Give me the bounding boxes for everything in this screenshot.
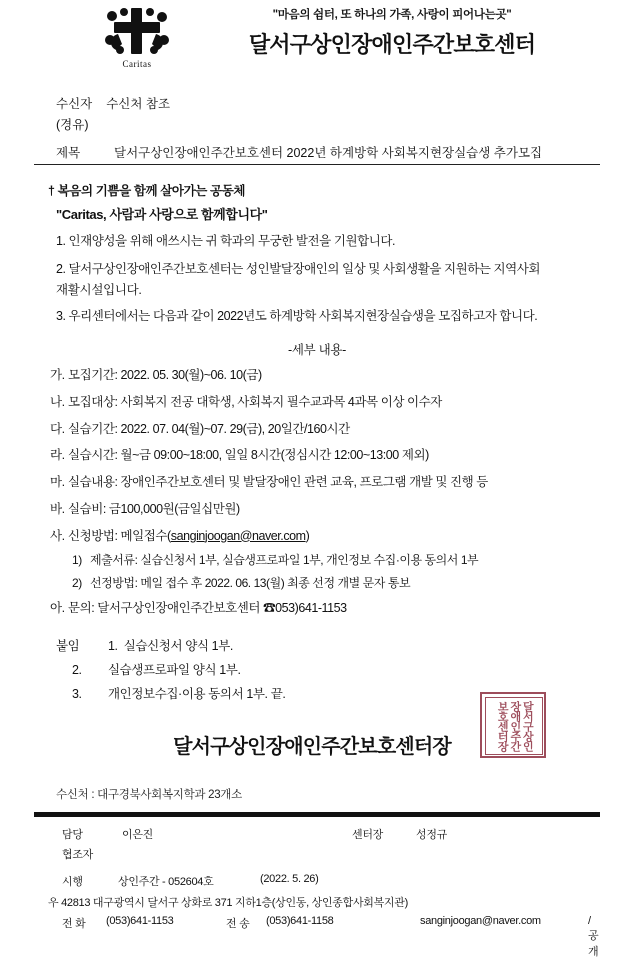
attachment-item-2-text: 실습생프로파일 양식 1부. [108,663,241,678]
seal-text-left: 보호센터장 [496,701,509,752]
detail-text: 모집기간: 2022. 05. 30(월)~06. 10(금) [68,368,262,383]
detail-text: 실습기간: 2022. 07. 04(월)~07. 29(금), 20일간/160시간 [68,421,350,436]
detail-item-inquiry [34,599,600,618]
head-name: 성정규 [416,829,447,842]
header-text-block [184,6,600,59]
fax-label: 전 송 [226,918,250,931]
detail-marker: 사. [50,528,65,543]
head-label: 센터장 [352,829,383,842]
recipient-line [34,94,600,112]
organization-title: 달서구상인장애인주간보호센터 [248,32,536,57]
document-header [34,0,600,78]
subject-value: 달서구상인장애인주간보호센터 2022년 하계방학 사회복지현장실습생 추가모집 [114,146,543,160]
execution-date: (2022. 5. 26) [260,873,319,886]
fax-value: (053)641-1158 [266,915,334,928]
detail-marker: 다. [50,421,65,436]
intro-item-1: 1. 인재양성을 위해 애쓰시는 귀 학과의 무궁한 발전을 기원합니다. [56,234,395,248]
subitem-marker: 1) [72,553,82,568]
disclosure-label: / 공개 [588,915,599,959]
attachment-item-2-marker: 2. [72,663,82,678]
detail-item-practice-hours [34,446,600,465]
cooperator-label: 협조자 [62,849,93,862]
detail-text: 모집대상: 사회복지 전공 대학생, 사회복지 필수교과목 4과목 이상 이수자 [68,394,442,409]
execution-doc-number: 상인주간 - 052604호 [118,876,214,889]
detail-subitem-selection [34,574,600,591]
attachment-item-3-text: 개인정보수집·이용 동의서 1부. 끝. [108,687,286,702]
intro-item-2-cont: 재활시설입니다. [56,282,142,297]
attachment-item-3-marker: 3. [72,687,82,702]
attachment-item-1-marker: 1. [108,639,118,654]
logo-caption: Caritas [122,59,152,69]
footer-contact-row [48,915,600,959]
subject-label: 제목 [56,146,81,160]
footer-address: 우 42813 대구광역시 달서구 상화로 371 지하1층(상인동, 상인종합사회복지관) [48,897,408,910]
document-footer [34,826,600,959]
detail-text: 실습내용: 장애인주간보호센터 및 발달장애인 관련 교육, 프로그램 개발 및 진행 등 [68,475,488,490]
tel-value: (053)641-1153 [106,915,174,928]
intro-item-2: 2. 달서구상인장애인주간보호센터는 성인발달장애인의 일상 및 사회생활을 지원하는 지역사회 [56,262,541,277]
seal-text-mid: 장애인주간 [508,701,521,752]
distribution-line: 수신처 : 대구경북사회복지학과 23개소 [56,789,242,802]
attachment-item-2 [34,660,600,678]
detail-item-apply-method [34,527,600,546]
recipient-label: 수신자 [56,97,93,111]
application-email-link[interactable]: sanginjoogan@naver.com [170,528,306,543]
footer-execution-row [34,873,600,889]
via-line: (경유) [56,118,89,132]
greeting-line-2: "Caritas, 사람과 사랑으로 함께합니다" [56,207,268,222]
detail-marker: 가. [50,368,65,383]
staff-name: 이은진 [122,829,153,842]
detail-text: 실습비: 금100,000원(금일십만원) [68,501,240,516]
greeting-line-1: † 복음의 기쁨을 함께 살아가는 공동체 [48,184,246,198]
attachment-item-1-text: 실습신청서 양식 1부. [123,639,233,654]
signature-title: 달서구상인장애인주간보호센터장 [173,736,451,759]
subject-line [34,143,600,165]
detail-marker: 아. [50,601,65,616]
detail-item-recruit-period [34,366,600,385]
tel-label: 전 화 [62,918,86,931]
signature-block [34,701,600,768]
footer-email[interactable]: sanginjoogan@naver.com [420,915,541,928]
intro-item-3: 3. 우리센터에서는 다음과 같이 2022년도 하계방학 사회복지현장실습생을 모집하고자 합니다. [56,308,538,323]
recipient-value: 수신처 참조 [106,97,171,111]
detail-marker: 라. [50,448,65,463]
detail-item-practice-period [34,420,600,439]
subitem-text: 제출서류: 실습신청서 1부, 실습생프로파일 1부, 개인정보 수집·이용 동의서 1부 [90,553,479,568]
footer-divider [34,812,600,817]
seal-text-right: 달서구상인 [521,701,534,752]
detail-marker: 바. [50,501,65,516]
detail-marker: 마. [50,475,65,490]
footer-people-row [34,826,600,842]
slogan: "마음의 쉼터, 또 하나의 가족, 사랑이 피어나는곳" [272,9,512,21]
detail-item-practice-content [34,473,600,492]
attachment-block [34,636,600,654]
detail-text: 신청방법: 메일접수( [68,528,171,543]
caritas-cross-logo [104,6,170,72]
detail-marker: 나. [50,394,65,409]
subitem-text: 선정방법: 메일 접수 후 2022. 06. 13(월) 최종 선정 개별 문자 통보 [90,576,411,591]
staff-label: 담당 [62,829,83,842]
detail-item-fee [34,500,600,519]
detail-text-after: ) [305,528,310,543]
detail-item-target [34,393,600,412]
details-section-title: -세부 내용- [288,343,346,358]
official-seal-stamp [480,692,546,758]
execution-label: 시행 [62,876,83,889]
attachment-label: 붙임 [56,639,80,654]
detail-text: 문의: 달서구상인장애인주간보호센터 ☎053)641-1153 [68,601,347,616]
subitem-marker: 2) [72,576,82,591]
detail-text: 실습시간: 월~금 09:00~18:00, 일일 8시간(정심시간 12:00~13:00 제외) [68,448,429,463]
detail-subitem-documents [34,551,600,568]
